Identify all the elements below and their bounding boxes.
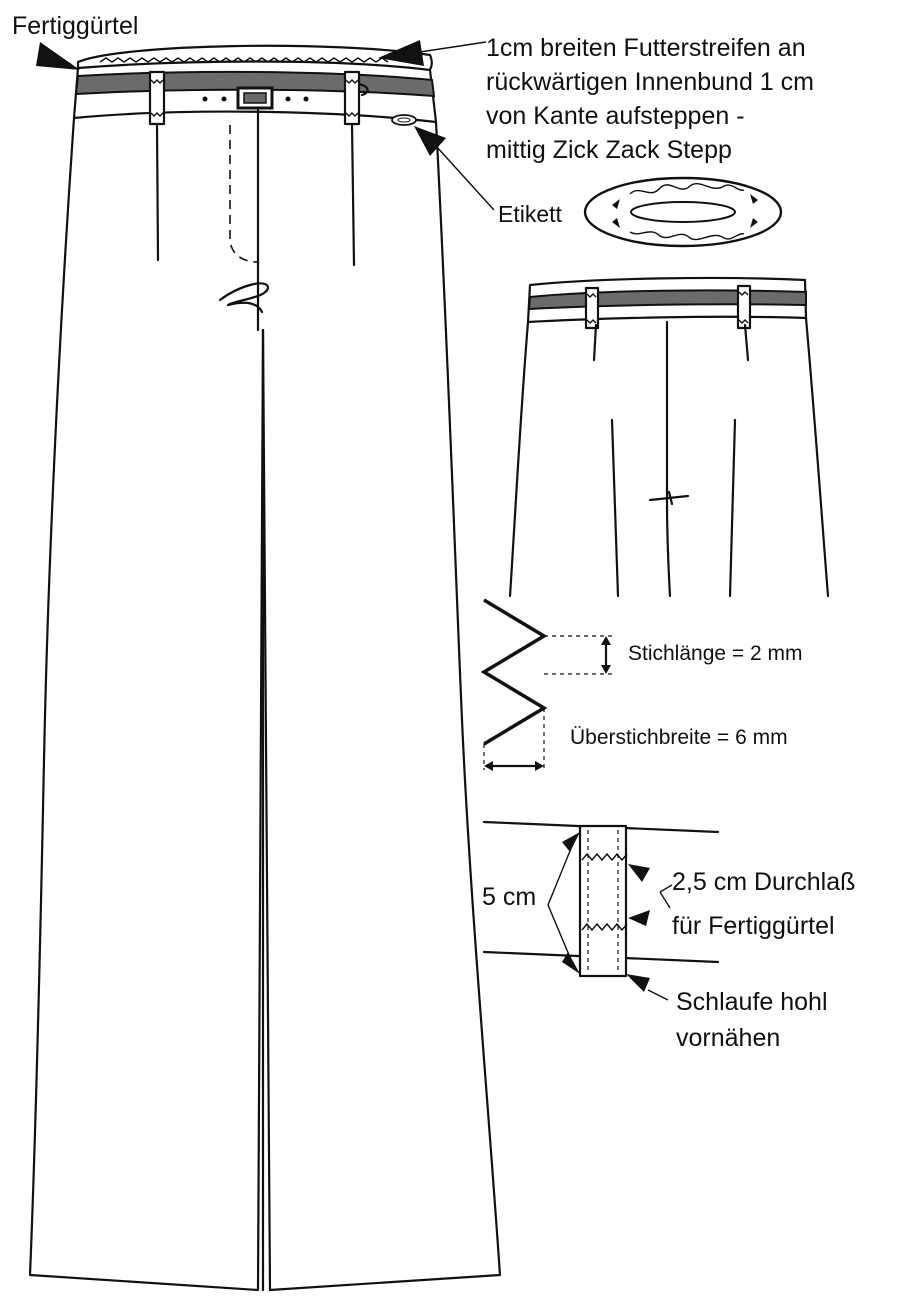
label-futter-line3: von Kante aufsteppen -	[486, 102, 745, 130]
front-belt-loop-left	[150, 72, 164, 124]
label-fertiggurtel: Fertiggürtel	[12, 12, 139, 40]
label-ueberstichbreite: Überstichbreite = 6 mm	[570, 726, 788, 749]
label-futter-line1: 1cm breiten Futterstreifen an	[486, 34, 806, 62]
belt-buckle-inner	[244, 93, 266, 103]
belt-loop-detail	[484, 822, 718, 1000]
back-center-seam	[667, 322, 670, 596]
fly-stitching	[230, 125, 258, 262]
label-durchlass-line1: 2,5 cm Durchlaß	[672, 868, 856, 896]
belt-hole	[222, 97, 227, 102]
back-bartack	[650, 492, 688, 504]
belt-hole	[203, 97, 208, 102]
fertiggurtel-arrowhead	[36, 42, 80, 70]
label-stichlaenge: Stichlänge = 2 mm	[628, 642, 803, 665]
label-five-cm: 5 cm	[482, 883, 537, 911]
front-belt-loop-right	[345, 72, 359, 124]
back-belt-loop-left	[586, 288, 598, 328]
front-crease-left	[157, 124, 158, 260]
front-crease-right	[352, 124, 354, 265]
etikett-label-detail	[585, 178, 781, 246]
back-dart-right	[745, 325, 748, 360]
label-durchlass-line2: für Fertiggürtel	[672, 912, 835, 940]
front-trousers-outline	[30, 118, 500, 1290]
label-futter-line4: mittig Zick Zack Stepp	[486, 136, 732, 164]
front-label-tab	[392, 115, 416, 125]
back-leg-crease-right	[730, 420, 735, 596]
label-futter-line2: rückwärtigen Innenbund 1 cm	[486, 68, 814, 96]
belt-hole	[286, 97, 291, 102]
back-leg-crease-left	[612, 420, 618, 596]
back-dart-left	[594, 325, 596, 360]
fly-hook	[220, 283, 268, 312]
label-schlaufe-line1: Schlaufe hohl	[676, 988, 828, 1016]
back-belt-loop-right	[738, 286, 750, 328]
label-etikett: Etikett	[498, 201, 562, 227]
belt-hole	[304, 97, 309, 102]
loop-detail-strip	[580, 826, 626, 976]
zigzag-line	[484, 600, 544, 744]
front-trousers	[30, 46, 500, 1290]
label-schlaufe-line2: vornähen	[676, 1024, 781, 1052]
back-trousers	[510, 278, 828, 596]
